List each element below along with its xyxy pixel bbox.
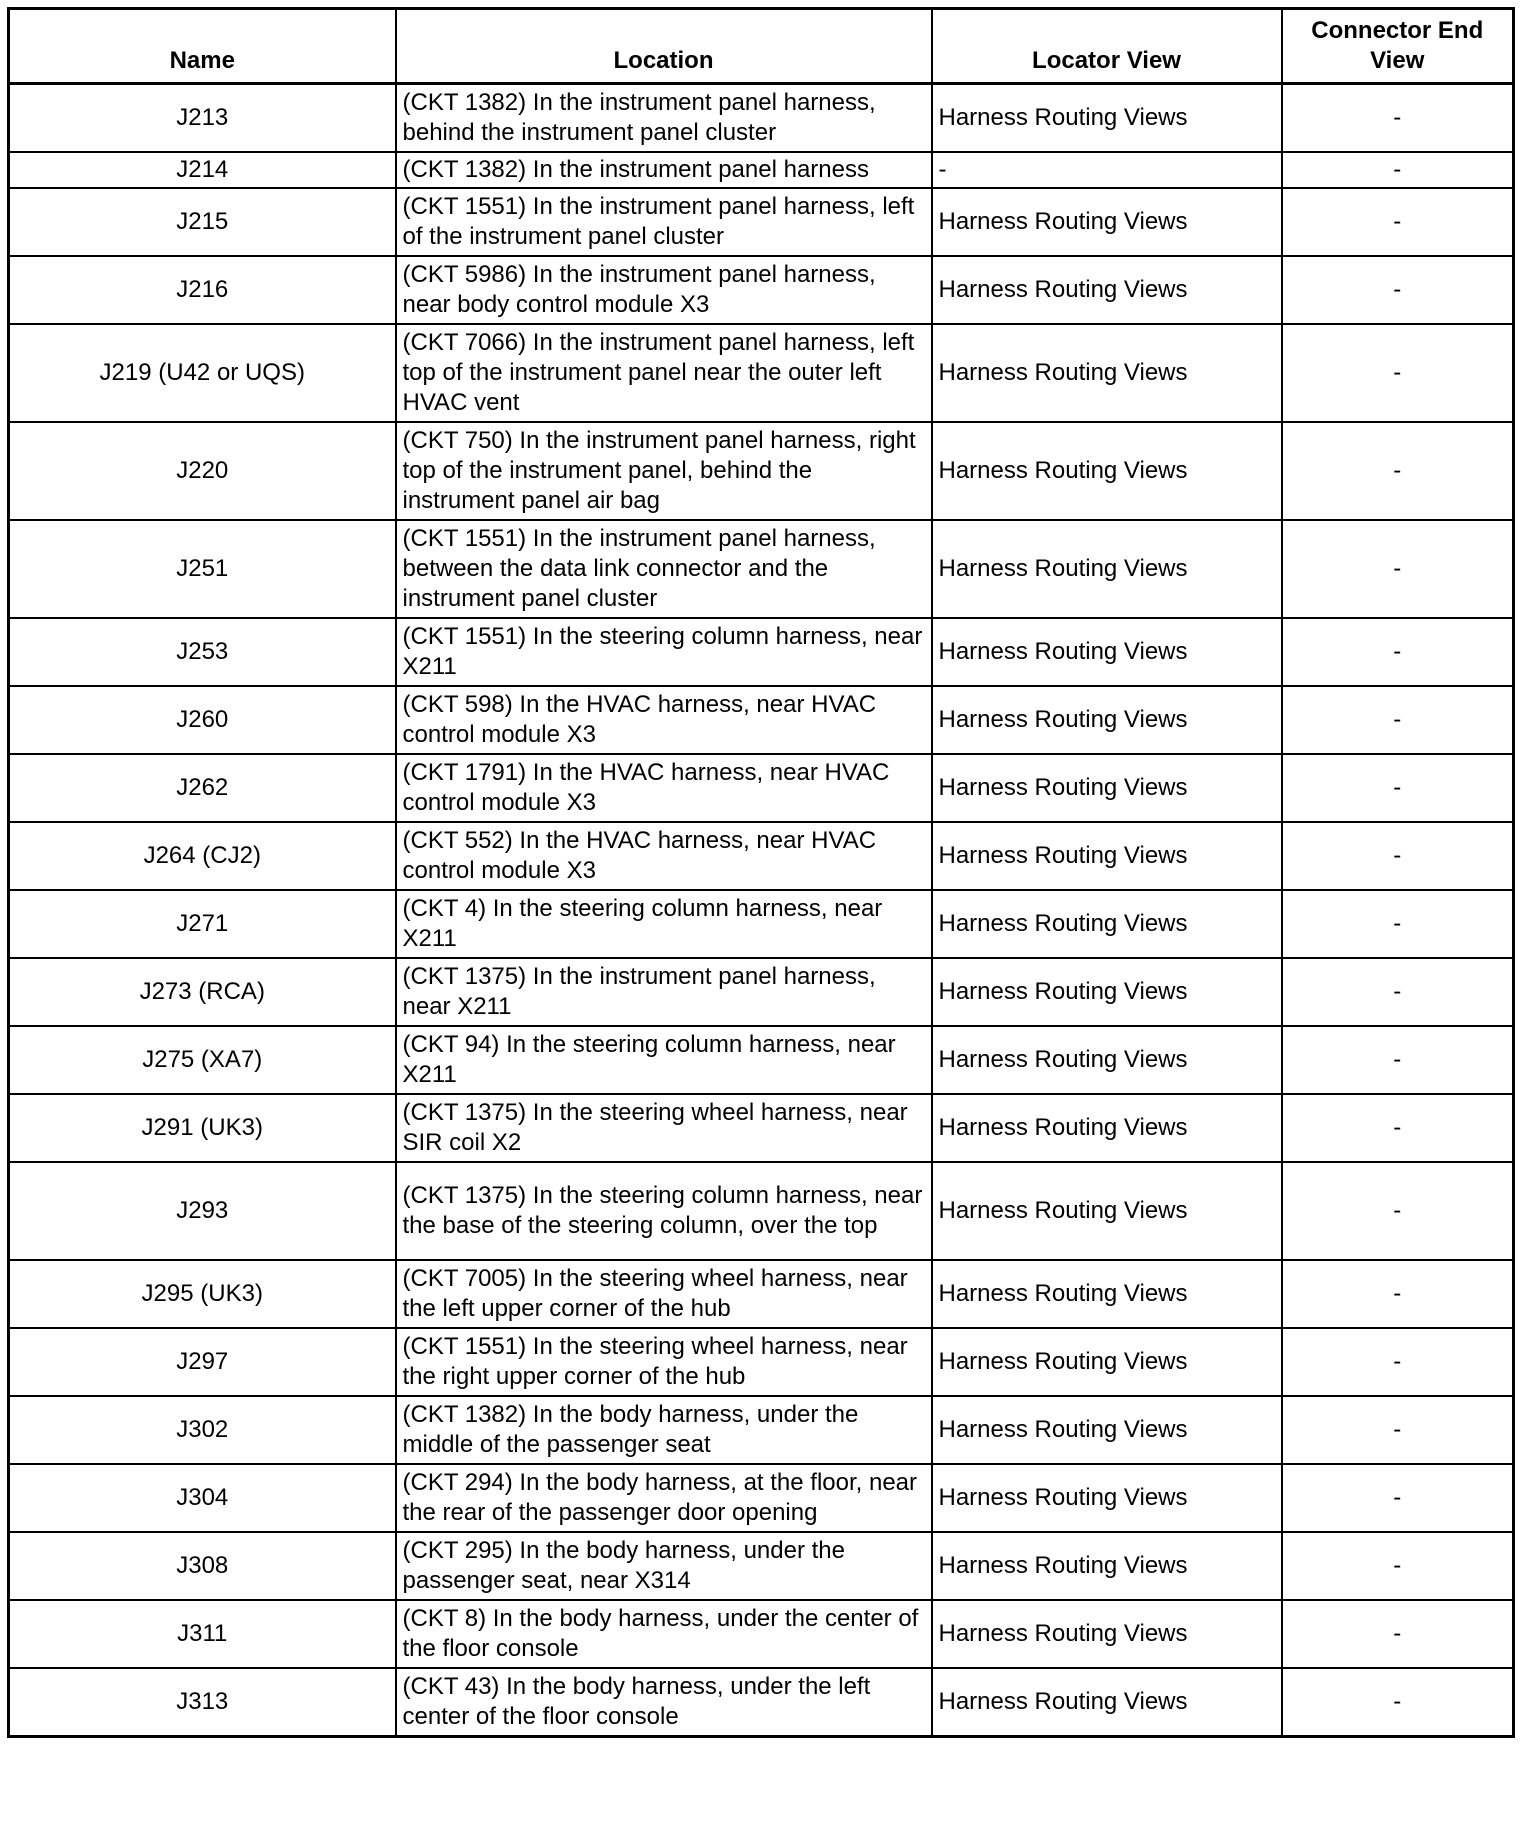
cell-name: J216 xyxy=(9,256,396,324)
header-connector-end-view: Connector End View xyxy=(1282,9,1514,84)
cell-locator-view: Harness Routing Views xyxy=(932,890,1282,958)
table-row xyxy=(9,324,1514,422)
cell-locator-view: Harness Routing Views xyxy=(932,1668,1282,1737)
cell-connector-end-view: - xyxy=(1282,1026,1514,1094)
cell-location: (CKT 294) In the body harness, at the floor, near the rear of the passenger door opening xyxy=(396,1464,932,1532)
cell-connector-end-view: - xyxy=(1282,324,1514,422)
cell-location: (CKT 1375) In the steering wheel harness, near SIR coil X2 xyxy=(396,1094,932,1162)
header-row xyxy=(9,9,1514,84)
cell-connector-end-view: - xyxy=(1282,188,1514,256)
cell-locator-view: Harness Routing Views xyxy=(932,958,1282,1026)
cell-connector-end-view: - xyxy=(1282,1260,1514,1328)
cell-locator-view: Harness Routing Views xyxy=(932,422,1282,520)
cell-location: (CKT 43) In the body harness, under the left center of the floor console xyxy=(396,1668,932,1737)
cell-locator-view: Harness Routing Views xyxy=(932,754,1282,822)
table-row xyxy=(9,686,1514,754)
cell-connector-end-view: - xyxy=(1282,422,1514,520)
cell-locator-view: Harness Routing Views xyxy=(932,618,1282,686)
cell-name: J273 (RCA) xyxy=(9,958,396,1026)
cell-location: (CKT 1551) In the steering wheel harness, near the right upper corner of the hub xyxy=(396,1328,932,1396)
cell-locator-view: Harness Routing Views xyxy=(932,1260,1282,1328)
connector-table xyxy=(7,7,1515,1738)
cell-locator-view: Harness Routing Views xyxy=(932,324,1282,422)
cell-connector-end-view: - xyxy=(1282,686,1514,754)
table-row xyxy=(9,188,1514,256)
table-row xyxy=(9,754,1514,822)
cell-name: J260 xyxy=(9,686,396,754)
cell-connector-end-view: - xyxy=(1282,618,1514,686)
cell-location: (CKT 295) In the body harness, under the passenger seat, near X314 xyxy=(396,1532,932,1600)
cell-name: J251 xyxy=(9,520,396,618)
cell-name: J313 xyxy=(9,1668,396,1737)
cell-name: J295 (UK3) xyxy=(9,1260,396,1328)
header-locator-view: Locator View xyxy=(932,9,1282,84)
cell-name: J297 xyxy=(9,1328,396,1396)
table-row xyxy=(9,1328,1514,1396)
cell-location: (CKT 1382) In the body harness, under the middle of the passenger seat xyxy=(396,1396,932,1464)
table-row xyxy=(9,84,1514,153)
cell-locator-view: Harness Routing Views xyxy=(932,256,1282,324)
cell-location: (CKT 1551) In the instrument panel harness, left of the instrument panel cluster xyxy=(396,188,932,256)
table-row xyxy=(9,618,1514,686)
cell-name: J253 xyxy=(9,618,396,686)
cell-locator-view: Harness Routing Views xyxy=(932,686,1282,754)
cell-name: J219 (U42 or UQS) xyxy=(9,324,396,422)
cell-locator-view: Harness Routing Views xyxy=(932,1532,1282,1600)
cell-locator-view: Harness Routing Views xyxy=(932,520,1282,618)
cell-location: (CKT 1382) In the instrument panel harness, behind the instrument panel cluster xyxy=(396,84,932,153)
cell-locator-view: Harness Routing Views xyxy=(932,822,1282,890)
cell-location: (CKT 1382) In the instrument panel harness xyxy=(396,152,932,188)
cell-name: J213 xyxy=(9,84,396,153)
cell-connector-end-view: - xyxy=(1282,152,1514,188)
cell-name: J271 xyxy=(9,890,396,958)
cell-connector-end-view: - xyxy=(1282,520,1514,618)
table-row xyxy=(9,256,1514,324)
table-row xyxy=(9,1600,1514,1668)
table-row xyxy=(9,822,1514,890)
header-name: Name xyxy=(9,9,396,84)
cell-location: (CKT 7005) In the steering wheel harness, near the left upper corner of the hub xyxy=(396,1260,932,1328)
cell-location: (CKT 1375) In the instrument panel harness, near X211 xyxy=(396,958,932,1026)
table-row xyxy=(9,1162,1514,1260)
table-row xyxy=(9,890,1514,958)
cell-name: J291 (UK3) xyxy=(9,1094,396,1162)
cell-location: (CKT 1551) In the instrument panel harness, between the data link connector and the instrument panel cluster xyxy=(396,520,932,618)
table-row xyxy=(9,1464,1514,1532)
cell-connector-end-view: - xyxy=(1282,1532,1514,1600)
cell-connector-end-view: - xyxy=(1282,958,1514,1026)
table-row xyxy=(9,1260,1514,1328)
cell-connector-end-view: - xyxy=(1282,754,1514,822)
cell-name: J262 xyxy=(9,754,396,822)
cell-location: (CKT 1551) In the steering column harness, near X211 xyxy=(396,618,932,686)
cell-locator-view: Harness Routing Views xyxy=(932,1094,1282,1162)
table-row xyxy=(9,1668,1514,1737)
cell-locator-view: Harness Routing Views xyxy=(932,1600,1282,1668)
cell-connector-end-view: - xyxy=(1282,1464,1514,1532)
cell-name: J215 xyxy=(9,188,396,256)
cell-locator-view: Harness Routing Views xyxy=(932,1396,1282,1464)
header-location: Location xyxy=(396,9,932,84)
cell-locator-view: Harness Routing Views xyxy=(932,188,1282,256)
cell-name: J264 (CJ2) xyxy=(9,822,396,890)
table-row xyxy=(9,520,1514,618)
cell-name: J220 xyxy=(9,422,396,520)
cell-name: J275 (XA7) xyxy=(9,1026,396,1094)
cell-connector-end-view: - xyxy=(1282,84,1514,153)
cell-locator-view: Harness Routing Views xyxy=(932,1328,1282,1396)
cell-name: J304 xyxy=(9,1464,396,1532)
cell-locator-view: Harness Routing Views xyxy=(932,1026,1282,1094)
cell-name: J311 xyxy=(9,1600,396,1668)
cell-location: (CKT 7066) In the instrument panel harness, left top of the instrument panel near the outer left HVAC vent xyxy=(396,324,932,422)
cell-connector-end-view: - xyxy=(1282,1328,1514,1396)
cell-name: J214 xyxy=(9,152,396,188)
cell-location: (CKT 8) In the body harness, under the center of the floor console xyxy=(396,1600,932,1668)
cell-connector-end-view: - xyxy=(1282,1396,1514,1464)
cell-location: (CKT 1375) In the steering column harness, near the base of the steering column, over the top xyxy=(396,1162,932,1260)
table-row xyxy=(9,1532,1514,1600)
cell-name: J293 xyxy=(9,1162,396,1260)
cell-connector-end-view: - xyxy=(1282,256,1514,324)
cell-name: J302 xyxy=(9,1396,396,1464)
table-row xyxy=(9,152,1514,188)
cell-locator-view: - xyxy=(932,152,1282,188)
table-row xyxy=(9,1094,1514,1162)
cell-location: (CKT 1791) In the HVAC harness, near HVAC control module X3 xyxy=(396,754,932,822)
cell-connector-end-view: - xyxy=(1282,822,1514,890)
cell-locator-view: Harness Routing Views xyxy=(932,1464,1282,1532)
table-row xyxy=(9,1026,1514,1094)
cell-connector-end-view: - xyxy=(1282,890,1514,958)
table-row xyxy=(9,958,1514,1026)
cell-connector-end-view: - xyxy=(1282,1668,1514,1737)
cell-location: (CKT 5986) In the instrument panel harness, near body control module X3 xyxy=(396,256,932,324)
cell-location: (CKT 94) In the steering column harness, near X211 xyxy=(396,1026,932,1094)
cell-name: J308 xyxy=(9,1532,396,1600)
cell-locator-view: Harness Routing Views xyxy=(932,1162,1282,1260)
cell-location: (CKT 4) In the steering column harness, near X211 xyxy=(396,890,932,958)
cell-connector-end-view: - xyxy=(1282,1094,1514,1162)
table-row xyxy=(9,1396,1514,1464)
cell-locator-view: Harness Routing Views xyxy=(932,84,1282,153)
cell-connector-end-view: - xyxy=(1282,1600,1514,1668)
cell-location: (CKT 552) In the HVAC harness, near HVAC control module X3 xyxy=(396,822,932,890)
cell-connector-end-view: - xyxy=(1282,1162,1514,1260)
cell-location: (CKT 750) In the instrument panel harness, right top of the instrument panel, behind the instrument panel air bag xyxy=(396,422,932,520)
table-row xyxy=(9,422,1514,520)
cell-location: (CKT 598) In the HVAC harness, near HVAC control module X3 xyxy=(396,686,932,754)
